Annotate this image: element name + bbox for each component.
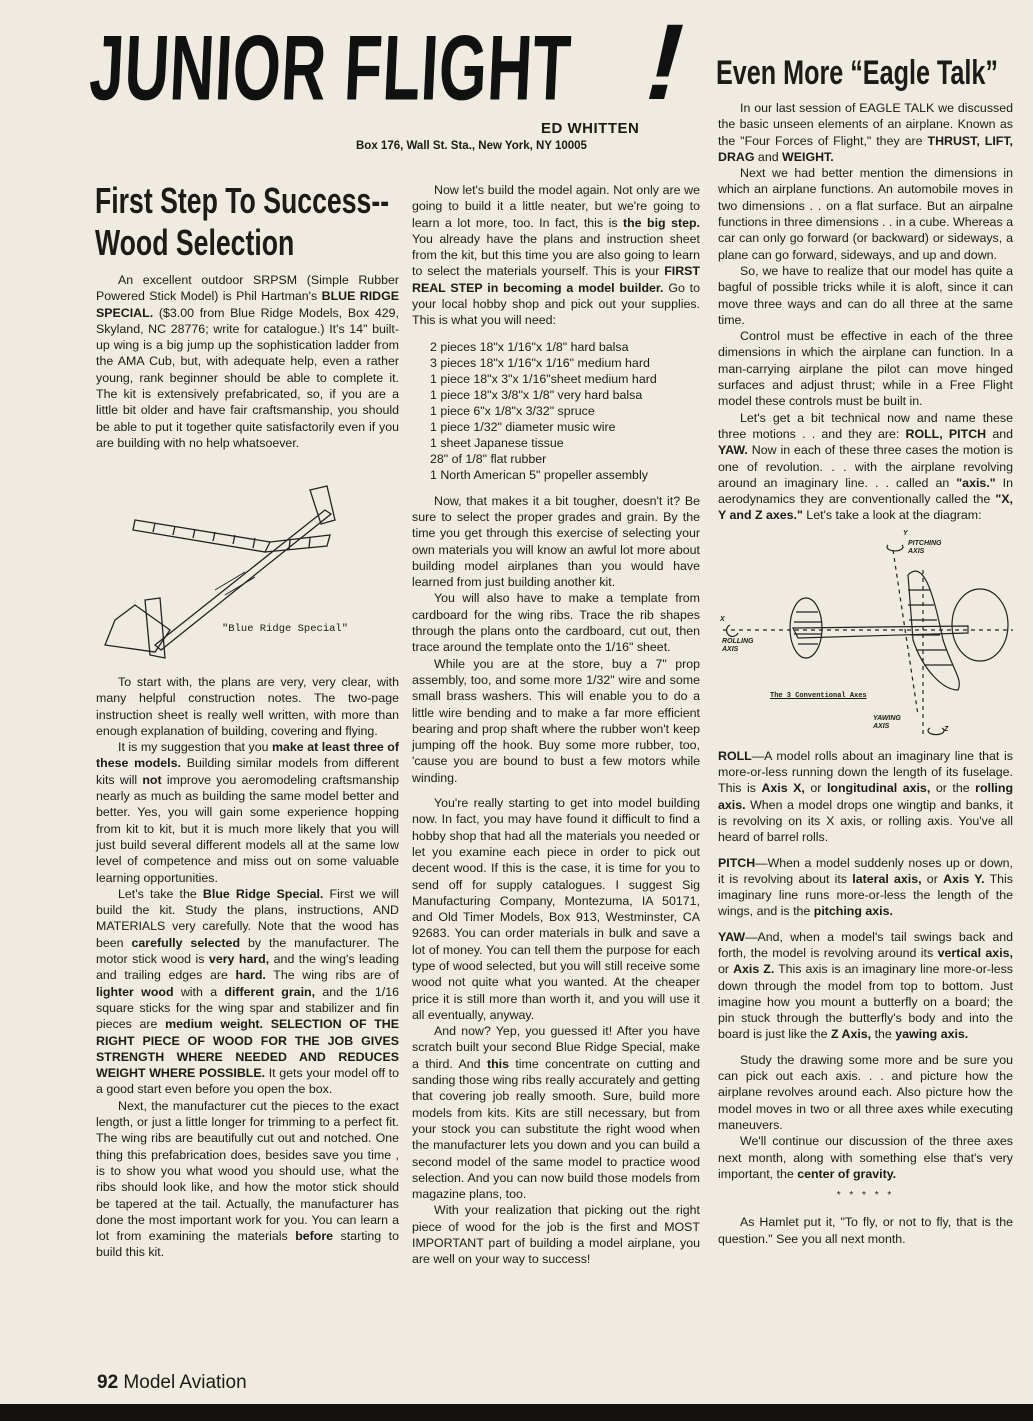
bold-text-run: pitching axis. [813, 904, 893, 919]
bold-text-run: Z Axis, [830, 1027, 872, 1042]
bold-text-run: THRUST, LIFT, DRAG [718, 133, 1013, 164]
text-run: and [754, 149, 783, 164]
text-run: This axis is an imaginary line more-or-less down through the model from top to bottom. Just imagine how you mount a butterfly on a board; the pin stuck through the butterfly's body and into the board is just like the [718, 962, 1013, 1042]
text-run: Now let's build the model again. Not only are we going to build it a little neater, but we're going to learn a lot more, too. In fact, this is [412, 183, 700, 230]
bold-text-run: "X, Y and Z axes." [718, 492, 1013, 523]
text-run: First we will build the kit. Study the plans, instructions, AND MATERIALS very carefully. Note that the wood has been [96, 886, 399, 950]
text-run: With your realization that picking out the right piece of wood for the job is the first and MOST IMPORTANT part of building a model airplane, you are well on your way to success! [412, 1203, 700, 1267]
bold-text-run: lateral axis, [852, 871, 922, 886]
paragraph [412, 182, 700, 329]
page-number: 92 [97, 1372, 119, 1393]
text-run: The wing ribs are of [265, 968, 399, 983]
text-run: While you are at the store, buy a 7" prop assembly, too, and some more 1/32" wire and some small brass washers. This will enable you to do a little wire bending and to make a far more efficient bearing and prop shaft where the rubber won't keep jumping off the hook. Buy some more rubber, too, 'cause you are bound to bust a few motors while winding. [412, 656, 700, 785]
text-run: In aerodynamics they are conventionally called the [718, 475, 1013, 507]
bold-text-run: Axis Z. [733, 962, 775, 977]
bold-text-run: lighter wood [96, 984, 174, 999]
text-run: Go to your local hobby shop and pick out your supplies. This is what you will need: [412, 280, 700, 328]
figure-caption: "Blue Ridge Special" [222, 623, 349, 635]
text-run: Now in each of these three cases the motion is one of revolution. . . with the airplane revolving around an imaginary line. . . called an [718, 443, 1013, 490]
paragraph [412, 590, 700, 655]
text-run: We'll continue our discussion of the three axes next month, along with something else that's very important, the [718, 1134, 1013, 1181]
paragraph [718, 1133, 1013, 1182]
paragraph [412, 656, 700, 786]
text-run: by the manufacturer. The motor stick wood is [96, 935, 399, 967]
bold-text-run: Axis Y. [943, 871, 985, 886]
text-run: You're really starting to get into model building now. In fact, you may have found it difficult to find a hobby shop that had all the materials you needed or let you examine each piece in order to pick out decent wood. If this is the case, it is time for you to send off for supply catalogues. I suggest Sig Manufacturing Company, Montezuma, IA 50171, and Old Timer Models, Box 913, Westminster, CA 92683. You can order materials in bulk and save a lot of money. You can tell them the purpose for each type of wood selected, but you will still receive some wood not quite what you wanted. At the cheaper price it is still more than worth it, and you will use it all eventually, anyway. [412, 796, 700, 1022]
paragraph [412, 795, 700, 1023]
bold-text-run: rolling axis. [718, 781, 1014, 812]
bold-text-run: longitudinal axis, [826, 781, 931, 796]
materials-item: 1 piece 6"x 1/8"x 3/32" spruce [430, 403, 595, 418]
yawing-axis-label: YAWING AXIS [873, 714, 901, 730]
bold-text-run: YAW. [718, 443, 748, 458]
text-run: time concentrate on cutting and sanding those wing ribs really accurately and getting that covering job really smooth. Sure, build more models from kits. Kits are still necessary, but from your stock you can substitute the right wood when the manufacturer lets you down and you can build a second model of the same model to practice wood selection. And you can now build those models from magazine plans, too. [412, 1056, 700, 1202]
paragraph-roll [718, 748, 1013, 846]
text-run: Building similar models from different kits will [96, 756, 399, 787]
text-run: You already have the plans and instruction sheet from the kit, but this time you are also going to learn to select the materials yourself. This is your [412, 231, 700, 279]
bold-text-run: "axis." [956, 475, 996, 490]
paragraph [718, 165, 1013, 263]
text-run: or [804, 781, 827, 796]
bold-text-run: PITCH [718, 855, 756, 870]
magazine-name: Model Aviation [123, 1372, 247, 1393]
feature-title: JUNIOR FLIGHT [87, 15, 574, 120]
text-run: the [871, 1027, 896, 1042]
text-run: ($3.00 from Blue Ridge Models, Box 429, Skyland, NC 28776; write for catalogue.) It's 14" built-up wing is a big jump up the sophistication ladder from the AMA Cub, but, with adequate help, even a rather young, rank beginner should be able to complete it. The kit is extensively prefabricated, so, if you are a little bit older and have fair craftsmanship, you should be able to put it together quite satisfactorily even if you are building with no help whatsoever. [96, 305, 399, 450]
text-run: In our last session of EAGLE TALK we discussed the basic unseen elements of an airplane. Known as the "Four Forces of Flight," they are [718, 101, 1013, 148]
text-run: starting to build this kit. [96, 1229, 399, 1260]
text-run: So, we have to realize that our model has quite a bagful of possible tricks while it is aloft, since it can move three ways and can do all three at the same time. [718, 263, 1013, 327]
bold-text-run: the big step. [622, 215, 700, 230]
materials-item: 28" of 1/8" flat rubber [430, 451, 547, 466]
text-run: An excellent outdoor SRPSM (Simple Rubber Powered Stick Model) is Phil Hartman's [96, 273, 399, 304]
paragraph [96, 739, 399, 886]
paragraph [718, 1214, 1013, 1247]
bold-text-run: BLUE RIDGE SPECIAL. [96, 289, 399, 320]
text-run: and [986, 426, 1013, 441]
y-axis-label: Y [903, 529, 908, 537]
materials-item: 1 North American 5" propeller assembly [430, 467, 648, 482]
pitching-axis-label: PITCHING AXIS [908, 539, 942, 555]
paragraph [412, 1202, 700, 1267]
materials-item: 1 piece 18"x 3"x 1/16"sheet medium hard [430, 371, 657, 386]
materials-item: 3 pieces 18"x 1/16"x 1/16" medium hard [430, 355, 650, 370]
text-run: or [718, 962, 734, 977]
paragraph [96, 674, 399, 739]
article-headline: First Step To Success-- Wood Selection [95, 180, 390, 263]
sidebar-title: Even More “Eagle Talk” [716, 54, 998, 92]
bold-text-run: medium weight. SELECTION OF THE RIGHT PIECE OF WOOD FOR THE JOB GIVES STRENGTH WHERE NEEDED AND REDUCES WEIGHT WHERE POSSIBLE. [96, 1017, 399, 1081]
paragraph [412, 493, 700, 591]
diagram-caption: The 3 Conventional Axes [770, 691, 867, 700]
bold-text-run: ROLL, PITCH [905, 426, 987, 441]
bold-text-run: this [486, 1056, 509, 1071]
materials-item: 1 piece 18"x 3/8"x 1/8" very hard balsa [430, 387, 643, 402]
z-axis-label: Z [944, 725, 949, 733]
materials-item: 1 piece 1/32" diameter music wire [430, 419, 616, 434]
text-run: When a model drops one wingtip and banks, it is revolving on its X axis, or rolling axis. You've all heard of barrel rolls. [718, 797, 1013, 845]
blue-ridge-special-illustration [95, 480, 400, 665]
bold-text-run: very hard, [208, 952, 270, 967]
text-run: Next, the manufacturer cut the pieces to the exact length, or just a little longer for trimming to a perfect fit. The wing ribs are beautifully cut out and notched. One thing this prefabrication does, besides save you time , is to show you what wood you should use, what the ribs should look like, and how the motor stick should be tapered at the tail. Actually, the manufacturer has done the most important work for you. You can learn a lot from examining the materials [96, 1098, 399, 1244]
paragraph [718, 263, 1013, 328]
materials-item: 1 sheet Japanese tissue [430, 435, 564, 450]
scan-border [0, 1404, 1033, 1421]
left-column-top [96, 272, 399, 451]
bold-text-run: carefully selected [131, 935, 241, 950]
text-run: Next we had better mention the dimensions in which an airplane functions. An automobile moves in two dimensions . . on a flat surface. But an airpalne functions in three dimensions . . in a cube. Whereas a car can only go forward (or backward) or sideways, a plane can go forward, sideways, and up and down. [718, 166, 1013, 262]
text-run: and the 1/16 square sticks for the wing spar and stabilizer and fin pieces are [96, 984, 399, 1032]
paragraph-pitch [718, 855, 1013, 920]
bold-text-run: Blue Ridge Special. [202, 886, 324, 901]
bold-text-run: vertical axis, [937, 945, 1013, 960]
author-byline: ED WHITTEN [541, 120, 640, 137]
text-run: This imaginary line runs more-or-less the length of the wings, and is the [718, 871, 1013, 919]
x-axis-label: X [720, 615, 725, 623]
text-run: —And, when a model's tail swings back and forth, the model is revolving around its [718, 929, 1013, 960]
text-run: As Hamlet put it, "To fly, or not to fly, that is the question." See you all next month. [718, 1215, 1013, 1246]
page-footer [97, 1372, 247, 1394]
paragraph [718, 100, 1013, 165]
bold-text-run: yawing axis. [895, 1027, 969, 1042]
text-run: To start with, the plans are very, very clear, with many helpful construction notes. The two-page instruction sheet is really well written, with more than enough explanation of building, covering and flying. [96, 675, 399, 738]
text-run: —A model rolls about an imaginary line that is more-or-less running down the length of its fuselage. This is [718, 748, 1013, 796]
bold-text-run: ROLL [718, 748, 752, 763]
axes-diagram [718, 530, 1013, 740]
paragraph-yaw [718, 929, 1013, 1043]
right-column [718, 100, 1013, 1247]
materials-list [430, 339, 700, 483]
title-exclamation: ! [633, 1, 700, 122]
paragraph [96, 1098, 399, 1261]
bold-text-run: before [295, 1229, 334, 1244]
bold-text-run: YAW [718, 929, 746, 944]
bold-text-run: FIRST REAL STEP in becoming a model builder. [412, 264, 700, 295]
paragraph [718, 410, 1013, 524]
paragraph [96, 272, 399, 451]
materials-item: 2 pieces 18"x 1/16"x 1/8" hard balsa [430, 339, 629, 354]
bold-text-run: Axis X, [761, 781, 805, 796]
text-run: Let's take a look at the diagram: [802, 508, 982, 523]
text-run: Control must be effective in each of the three dimensions in which the airplane can function. In a man-carrying airplane the pilot can move hinged surfaces and adjust thrust; while in a Free Flight model these controls must be built in. [718, 329, 1013, 409]
paragraph [96, 886, 399, 1098]
text-run: and the wing's leading and trailing edges are [96, 952, 399, 983]
section-separator: * * * * * [836, 1190, 895, 1202]
text-run: Study the drawing some more and be sure you can pick out each axis. . . and picture how the airplane revolves around each. Also picture how the model moves in two or all three axes while executing maneuvers. [718, 1052, 1013, 1132]
text-run: with a [173, 984, 225, 999]
bold-text-run: hard. [235, 968, 266, 983]
text-run: It gets your model off to a good start even before you open the box. [96, 1066, 399, 1097]
bold-text-run: WEIGHT. [782, 149, 834, 164]
airplane-axes-drawing [718, 530, 1013, 740]
text-run: You will also have to make a template from cardboard for the wing ribs. Trace the rib shapes through the plans onto the cardboard, cut out, then trace around the template onto the 1/16" sheet. [412, 591, 700, 655]
text-run: Let's get a bit technical now and name these three motions . . and they are: [718, 410, 1013, 441]
paragraph [718, 328, 1013, 409]
text-run: Let's take the [118, 886, 203, 901]
middle-column [412, 182, 700, 1268]
bold-text-run: make at least three of these models. [96, 740, 399, 771]
bold-text-run: different grain, [224, 984, 316, 999]
paragraph [412, 1023, 700, 1202]
bold-text-run: center of gravity. [797, 1166, 897, 1181]
left-column-bottom [96, 674, 399, 1261]
text-run: —When a model suddenly noses up or down, it is revolving about its [718, 855, 1013, 886]
text-run: or [921, 871, 944, 886]
text-run: It is my suggestion that you [118, 740, 272, 755]
author-address: Box 176, Wall St. Sta., New York, NY 10005 [356, 140, 587, 152]
text-run: And now? Yep, you guessed it! After you have scratch built your second Blue Ridge Special, make a third. And [412, 1024, 700, 1071]
bold-text-run: not [142, 772, 162, 787]
text-run: improve you aeromodeling craftsmanship nearly as much as building the same model better and better. Yes, you will gain some experience hopping from kit to kit, but it is much more likely that you will just build several different models all at the same low level of competence and miss out on some valuable learning opportunities. [96, 772, 399, 885]
text-run: or the [930, 781, 976, 796]
paragraph [718, 1052, 1013, 1133]
rolling-axis-label: ROLLING AXIS [722, 637, 754, 653]
text-run: Now, that makes it a bit tougher, doesn't it? Be sure to select the proper grades and grain. By the time you get through this exercise of selecting your own materials you will know an awful lot more about building model airplanes than you would have learned from just building another kit. [412, 493, 700, 590]
